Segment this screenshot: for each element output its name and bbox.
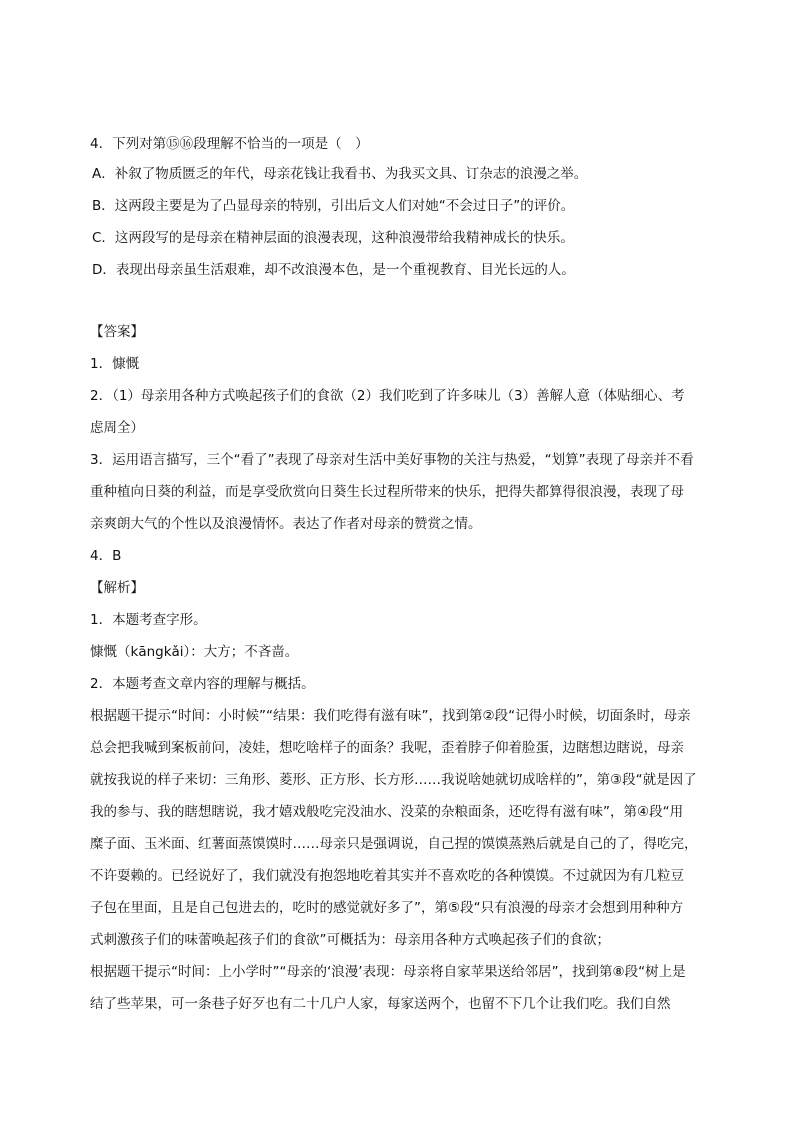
analysis-line: 式刺激孩子们的味蕾唤起孩子们的食欲”可概括为：母亲用各种方式唤起孩子们的食欲；: [90, 932, 610, 948]
analysis-heading: 【解析】: [90, 580, 144, 596]
analysis-line: 就按我说的样子来切：三角形、菱形、正方形、长方形……我说啥她就切成啥样的”，第③段“就是因了: [90, 772, 697, 788]
answer-line: 虑周全）: [90, 420, 144, 436]
analysis-line: 我的参与、我的瞎想瞎说，我才嬉戏般吃完没油水、没菜的杂粮面条，还吃得有滋有味”，第④段“用: [90, 804, 684, 820]
analysis-line: 不许耍赖的。已经说好了，我们就没有抱怨地吃着其实并不喜欢吃的各种馍馍。不过就因为有几粒豆: [90, 868, 684, 884]
question-4-stem: 4．下列对第⑮⑯段理解不恰当的一项是（ ）: [90, 136, 369, 152]
analysis-line: 2．本题考查文章内容的理解与概括。: [90, 676, 315, 692]
answer-line: 亲爽朗大气的个性以及浪漫情怀。表达了作者对母亲的赞赏之情。: [90, 516, 482, 532]
answer-line: 3．运用语言描写，三个“看了”表现了母亲对生活中美好事物的关注与热爱，“划算”表现了母亲并不看: [90, 452, 694, 468]
analysis-line: 慷慨（kāngkǎi）：大方；不吝啬。: [90, 644, 299, 660]
question-4-option-d: D．表现出母亲虽生活艰难，却不改浪漫本色，是一个重视教育、目光长远的人。: [92, 262, 575, 278]
question-4-option-b: B．这两段主要是为了凸显母亲的特别，引出后文人们对她“不会过日子”的评价。: [92, 198, 575, 214]
answer-line: 1．慷慨: [90, 356, 140, 372]
answer-line: 2．（1）母亲用各种方式唤起孩子们的食欲（2）我们吃到了许多味儿（3）善解人意（体贴细心、考: [90, 388, 685, 404]
analysis-line: 总会把我喊到案板前问，凌娃，想吃啥样子的面条？我呢，歪着脖子仰着脸蛋，边瞎想边瞎说，母亲: [90, 740, 684, 756]
answer-line: 4．B: [90, 548, 122, 564]
analysis-line: 结了些苹果，可一条巷子好歹也有二十几户人家，每家送两个，也留不下几个让我们吃。我们自然: [90, 996, 671, 1012]
answer-line: 重种植向日葵的利益，而是享受欣赏向日葵生长过程所带来的快乐，把得失都算得很浪漫，表现了母: [90, 484, 684, 500]
answer-heading: 【答案】: [90, 324, 144, 340]
analysis-line: 根据题干提示“时间：上小学时”“母亲的‘浪漫’表现：母亲将自家苹果送给邻居”，找到第⑧段“树上是: [90, 964, 686, 980]
analysis-line: 子包在里面，且是自己包进去的，吃时的感觉就好多了”，第⑤段“只有浪漫的母亲才会想到用种种方: [90, 900, 684, 916]
question-4-option-a: A．补叙了物质匮乏的年代，母亲花钱让我看书、为我买文具、订杂志的浪漫之举。: [92, 166, 588, 182]
analysis-line: 根据题干提示“时间：小时候”“结果：我们吃得有滋有味”，找到第②段“记得小时候，切面条时，母亲: [90, 708, 691, 724]
analysis-line: 糜子面、玉米面、红薯面蒸馍馍时……母亲只是强调说，自己捏的馍馍蒸熟后就是自己的了，得吃完，: [90, 836, 698, 852]
analysis-line: 1．本题考查字形。: [90, 612, 207, 628]
question-4-option-c: C．这两段写的是母亲在精神层面的浪漫表现，这种浪漫带给我精神成长的快乐。: [92, 230, 574, 246]
